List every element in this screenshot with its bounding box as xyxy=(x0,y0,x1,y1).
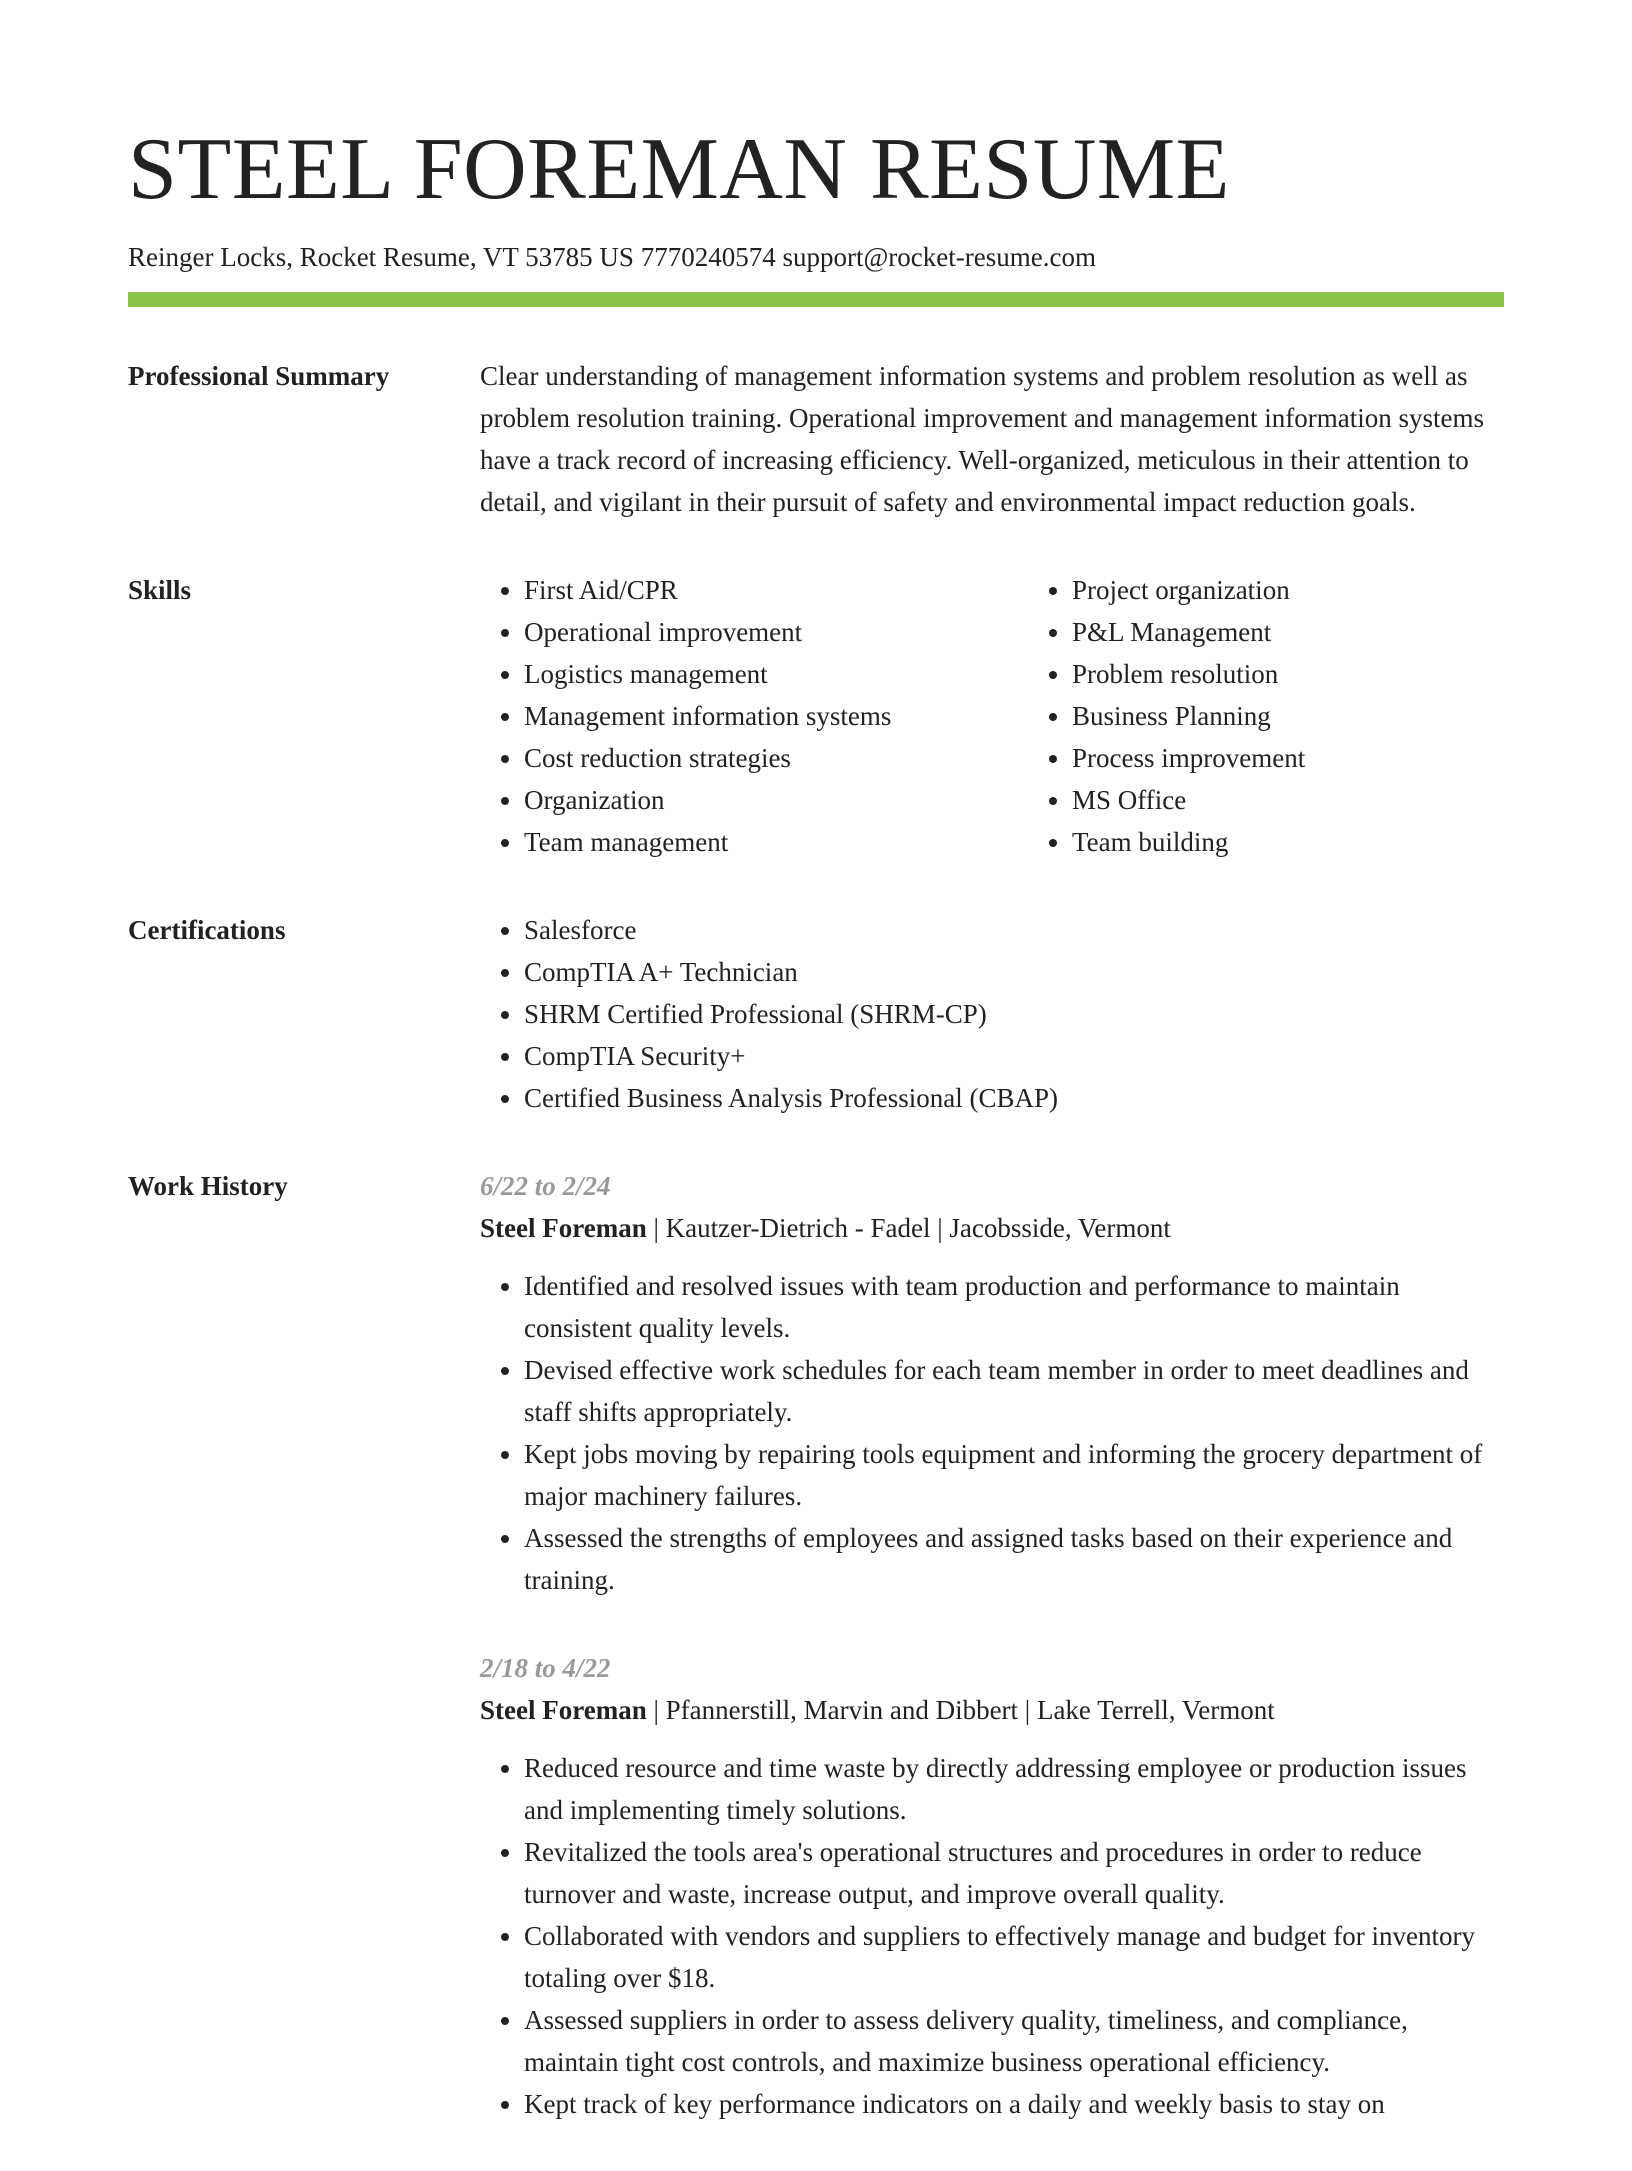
job-bullets xyxy=(480,1747,1504,2125)
contact-line: Reinger Locks, Rocket Resume, VT 53785 US 7770240574 support@rocket-resume.com xyxy=(128,242,1096,272)
list-item: • First Aid/CPR xyxy=(524,569,1028,611)
skills-list-left xyxy=(480,569,1028,863)
list-item: • Team building xyxy=(1072,821,1576,863)
accent-divider xyxy=(128,292,1504,307)
section-heading: Work History xyxy=(128,1171,288,1201)
list-item: • MS Office xyxy=(1072,779,1576,821)
list-item: • Project organization xyxy=(1072,569,1576,611)
resume-title: STEEL FOREMAN RESUME xyxy=(128,121,1230,218)
list-item: • Logistics management xyxy=(524,653,1028,695)
summary-text: Clear understanding of management information systems and problem resolution as well as problem resolution training. Operational improvement and management information systems have a track record of increasing efficiency. Well-organized, meticulous in their attention to detail, and vigilant in their pursuit of safety and environmental impact reduction goals. xyxy=(480,361,1485,517)
list-item: • Revitalized the tools area's operational structures and procedures in order to reduce turnover and waste, increase output, and improve overall quality. xyxy=(524,1831,1504,1915)
list-item: • Assessed the strengths of employees and assigned tasks based on their experience and training. xyxy=(524,1517,1504,1601)
list-item: • P&L Management xyxy=(1072,611,1576,653)
job-bullets xyxy=(480,1265,1504,1601)
certifications-list xyxy=(480,909,1504,1119)
list-item: • Management information systems xyxy=(524,695,1028,737)
list-item: • CompTIA A+ Technician xyxy=(524,951,1504,993)
section-work-history xyxy=(128,1165,1504,2171)
job-dates: 2/18 to 4/22 xyxy=(480,1653,611,1683)
list-item: • Organization xyxy=(524,779,1028,821)
list-item: • CompTIA Security+ xyxy=(524,1035,1504,1077)
list-item: • Problem resolution xyxy=(1072,653,1576,695)
list-item: • Business Planning xyxy=(1072,695,1576,737)
list-item: • Identified and resolved issues with team production and performance to maintain consistent quality levels. xyxy=(524,1265,1504,1349)
section-heading: Certifications xyxy=(128,915,286,945)
section-heading: Skills xyxy=(128,575,192,605)
job-title-line xyxy=(480,1207,1504,1249)
list-item: • Collaborated with vendors and suppliers to effectively manage and budget for inventory totaling over $18. xyxy=(524,1915,1504,1999)
list-item: • Salesforce xyxy=(524,909,1504,951)
list-item: • Reduced resource and time waste by directly addressing employee or production issues and implementing timely solutions. xyxy=(524,1747,1504,1831)
list-item: • Cost reduction strategies xyxy=(524,737,1028,779)
resume-page xyxy=(128,118,1504,2171)
job-title-line xyxy=(480,1689,1504,1731)
job-dates: 6/22 to 2/24 xyxy=(480,1171,611,1201)
list-item: • Process improvement xyxy=(1072,737,1576,779)
list-item: • Devised effective work schedules for each team member in order to meet deadlines and staff shifts appropriately. xyxy=(524,1349,1504,1433)
section-heading: Professional Summary xyxy=(128,361,390,391)
section-professional-summary xyxy=(128,355,1504,523)
list-item: • Kept jobs moving by repairing tools equipment and informing the grocery department of major machinery failures. xyxy=(524,1433,1504,1517)
section-skills xyxy=(128,569,1504,863)
skills-list-right xyxy=(1028,569,1576,863)
job-employer-location: | Pfannerstill, Marvin and Dibbert | Lake Terrell, Vermont xyxy=(646,1695,1275,1725)
list-item: • Operational improvement xyxy=(524,611,1028,653)
job-employer-location: | Kautzer-Dietrich - Fadel | Jacobsside, Vermont xyxy=(646,1213,1171,1243)
section-certifications xyxy=(128,909,1504,1119)
list-item: • Team management xyxy=(524,821,1028,863)
list-item: • Assessed suppliers in order to assess delivery quality, timeliness, and compliance, maintain tight cost controls, and maximize business operational efficiency. xyxy=(524,1999,1504,2083)
list-item: • Certified Business Analysis Professional (CBAP) xyxy=(524,1077,1504,1119)
job-title: Steel Foreman xyxy=(480,1695,647,1725)
job-entry xyxy=(480,1647,1504,2125)
job-title: Steel Foreman xyxy=(480,1213,647,1243)
list-item: • SHRM Certified Professional (SHRM-CP) xyxy=(524,993,1504,1035)
job-entry xyxy=(480,1165,1504,1601)
list-item: • Kept track of key performance indicators on a daily and weekly basis to stay on xyxy=(524,2083,1504,2125)
